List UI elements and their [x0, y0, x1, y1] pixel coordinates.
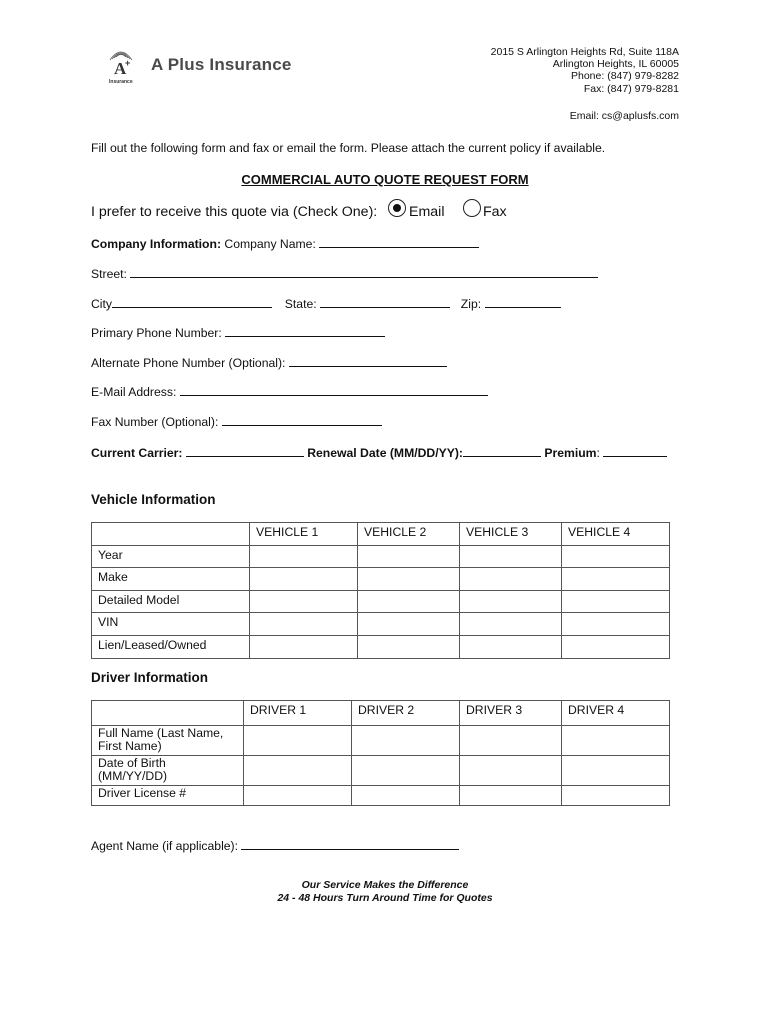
- row-label-line: First Name): [98, 739, 162, 753]
- phone-line: Phone: (847) 979-8282: [571, 70, 679, 83]
- table-row: [92, 545, 670, 568]
- email-line: Email: cs@aplusfs.com: [569, 110, 679, 122]
- email-option-label: Email: [409, 204, 445, 220]
- table-cell[interactable]: [460, 726, 562, 756]
- company-name-row: [91, 236, 479, 251]
- table-cell[interactable]: [250, 613, 358, 636]
- driver-table: [91, 700, 670, 806]
- agent-name-label: Agent Name (if applicable):: [91, 839, 238, 853]
- row-label-model: Detailed Model: [92, 590, 250, 613]
- driver-3-header: DRIVER 3: [460, 701, 562, 726]
- row-label-line: Full Name (Last Name,: [98, 726, 224, 740]
- table-cell[interactable]: [250, 635, 358, 658]
- company-section-label: Company Information:: [91, 237, 221, 251]
- agent-row: [91, 838, 459, 853]
- table-corner-cell: [92, 701, 244, 726]
- street-row: [91, 266, 598, 281]
- street-label: Street:: [91, 267, 127, 281]
- row-label-line: (MM/YY/DD): [98, 769, 168, 783]
- address-line-1: 2015 S Arlington Heights Rd, Suite 118A: [490, 46, 679, 58]
- vehicle-header-row: [92, 523, 670, 546]
- table-cell[interactable]: [562, 726, 670, 756]
- table-cell[interactable]: [250, 568, 358, 591]
- row-label-dob: [92, 756, 244, 786]
- vehicle-4-header: VEHICLE 4: [562, 523, 670, 546]
- driver-4-header: DRIVER 4: [562, 701, 670, 726]
- vehicle-2-header: VEHICLE 2: [358, 523, 460, 546]
- row-label-full-name: [92, 726, 244, 756]
- vehicle-table: [91, 522, 670, 659]
- table-cell[interactable]: [352, 786, 460, 806]
- table-row: [92, 613, 670, 636]
- table-row: [92, 568, 670, 591]
- table-cell[interactable]: [562, 635, 670, 658]
- logo-subtext: Insurance: [109, 79, 133, 85]
- table-cell[interactable]: [358, 568, 460, 591]
- table-cell[interactable]: [358, 590, 460, 613]
- primary-phone-label: Primary Phone Number:: [91, 326, 222, 340]
- table-row: [92, 786, 670, 806]
- row-label-make: Make: [92, 568, 250, 591]
- driver-1-header: DRIVER 1: [244, 701, 352, 726]
- table-cell[interactable]: [460, 545, 562, 568]
- street-field[interactable]: [130, 266, 598, 278]
- table-cell[interactable]: [460, 590, 562, 613]
- driver-2-header: DRIVER 2: [352, 701, 460, 726]
- current-carrier-field[interactable]: [186, 445, 304, 457]
- driver-section-title: Driver Information: [91, 670, 209, 685]
- table-cell[interactable]: [562, 545, 670, 568]
- table-cell[interactable]: [562, 786, 670, 806]
- table-cell[interactable]: [358, 613, 460, 636]
- table-cell[interactable]: [460, 568, 562, 591]
- email-address-row: [91, 384, 488, 399]
- table-cell[interactable]: [562, 590, 670, 613]
- table-cell[interactable]: [352, 726, 460, 756]
- fax-number-label: Fax Number (Optional):: [91, 415, 219, 429]
- alternate-phone-label: Alternate Phone Number (Optional):: [91, 356, 286, 370]
- table-cell[interactable]: [244, 756, 352, 786]
- premium-field[interactable]: [603, 445, 667, 457]
- email-address-label: E-Mail Address:: [91, 385, 177, 399]
- footer-turnaround: 24 - 48 Hours Turn Around Time for Quotes: [277, 892, 493, 904]
- table-cell[interactable]: [562, 613, 670, 636]
- fax-number-field[interactable]: [222, 414, 382, 426]
- company-name-field[interactable]: [319, 236, 479, 248]
- fax-number-row: [91, 414, 382, 429]
- footer-tagline: Our Service Makes the Difference: [301, 879, 469, 891]
- alternate-phone-field[interactable]: [289, 355, 447, 367]
- city-label: City: [91, 297, 112, 311]
- row-label-line: Date of Birth: [98, 756, 166, 770]
- table-corner-cell: [92, 523, 250, 546]
- renewal-date-field[interactable]: [463, 445, 541, 457]
- primary-phone-field[interactable]: [225, 325, 385, 337]
- company-logo-icon: [104, 46, 138, 82]
- address-block: [491, 46, 679, 95]
- form-title: COMMERCIAL AUTO QUOTE REQUEST FORM: [241, 172, 529, 187]
- state-label: State:: [284, 297, 317, 311]
- driver-header-row: [92, 701, 670, 726]
- table-cell[interactable]: [562, 756, 670, 786]
- preference-label: I prefer to receive this quote via (Check One):: [91, 204, 378, 220]
- brand-name: A Plus Insurance: [151, 55, 292, 74]
- row-label-license: Driver License #: [92, 786, 244, 806]
- vehicle-section-title: Vehicle Information: [91, 492, 216, 507]
- primary-phone-row: [91, 325, 385, 340]
- agent-name-field[interactable]: [241, 838, 459, 850]
- fax-radio[interactable]: [463, 199, 481, 217]
- table-row: [92, 726, 670, 756]
- fax-line: Fax: (847) 979-8281: [583, 82, 679, 95]
- svg-text:+: +: [125, 58, 131, 68]
- email-address-field[interactable]: [180, 384, 488, 396]
- row-label-year: Year: [92, 545, 250, 568]
- fax-option-label: Fax: [483, 204, 507, 220]
- carrier-row: Current Carrier: Renewal Date (MM/DD/YY): Premium:: [91, 445, 667, 460]
- table-cell[interactable]: [460, 635, 562, 658]
- svg-text:A: A: [114, 59, 127, 78]
- table-cell[interactable]: [244, 726, 352, 756]
- row-label-vin: VIN: [92, 613, 250, 636]
- table-cell[interactable]: [562, 568, 670, 591]
- current-carrier-label: Current Carrier:: [91, 446, 183, 460]
- renewal-date-label: Renewal Date (MM/DD/YY):: [307, 446, 463, 460]
- table-cell[interactable]: [460, 786, 562, 806]
- company-name-label: Company Name:: [224, 237, 316, 251]
- alternate-phone-row: [91, 355, 447, 370]
- zip-field[interactable]: [485, 296, 561, 308]
- state-field[interactable]: [320, 296, 450, 308]
- table-cell[interactable]: [460, 756, 562, 786]
- table-cell[interactable]: [352, 756, 460, 786]
- email-radio[interactable]: [388, 199, 406, 217]
- table-cell[interactable]: [460, 613, 562, 636]
- table-cell[interactable]: [358, 545, 460, 568]
- city-state-zip-row: [91, 296, 561, 311]
- vehicle-1-header: VEHICLE 1: [250, 523, 358, 546]
- vehicle-3-header: VEHICLE 3: [460, 523, 562, 546]
- city-field[interactable]: [112, 296, 272, 308]
- radio-selected-dot: [393, 204, 401, 212]
- table-cell[interactable]: [250, 545, 358, 568]
- table-row: [92, 635, 670, 658]
- table-cell[interactable]: [250, 590, 358, 613]
- intro-text: Fill out the following form and fax or email the form. Please attach the current policy if available.: [91, 141, 606, 155]
- table-row: [92, 590, 670, 613]
- row-label-ownership: Lien/Leased/Owned: [92, 635, 250, 658]
- premium-label: Premium: [544, 446, 597, 460]
- table-row: [92, 756, 670, 786]
- zip-label: Zip:: [460, 297, 482, 311]
- table-cell[interactable]: [244, 786, 352, 806]
- address-line-2: Arlington Heights, IL 60005: [552, 58, 679, 71]
- table-cell[interactable]: [358, 635, 460, 658]
